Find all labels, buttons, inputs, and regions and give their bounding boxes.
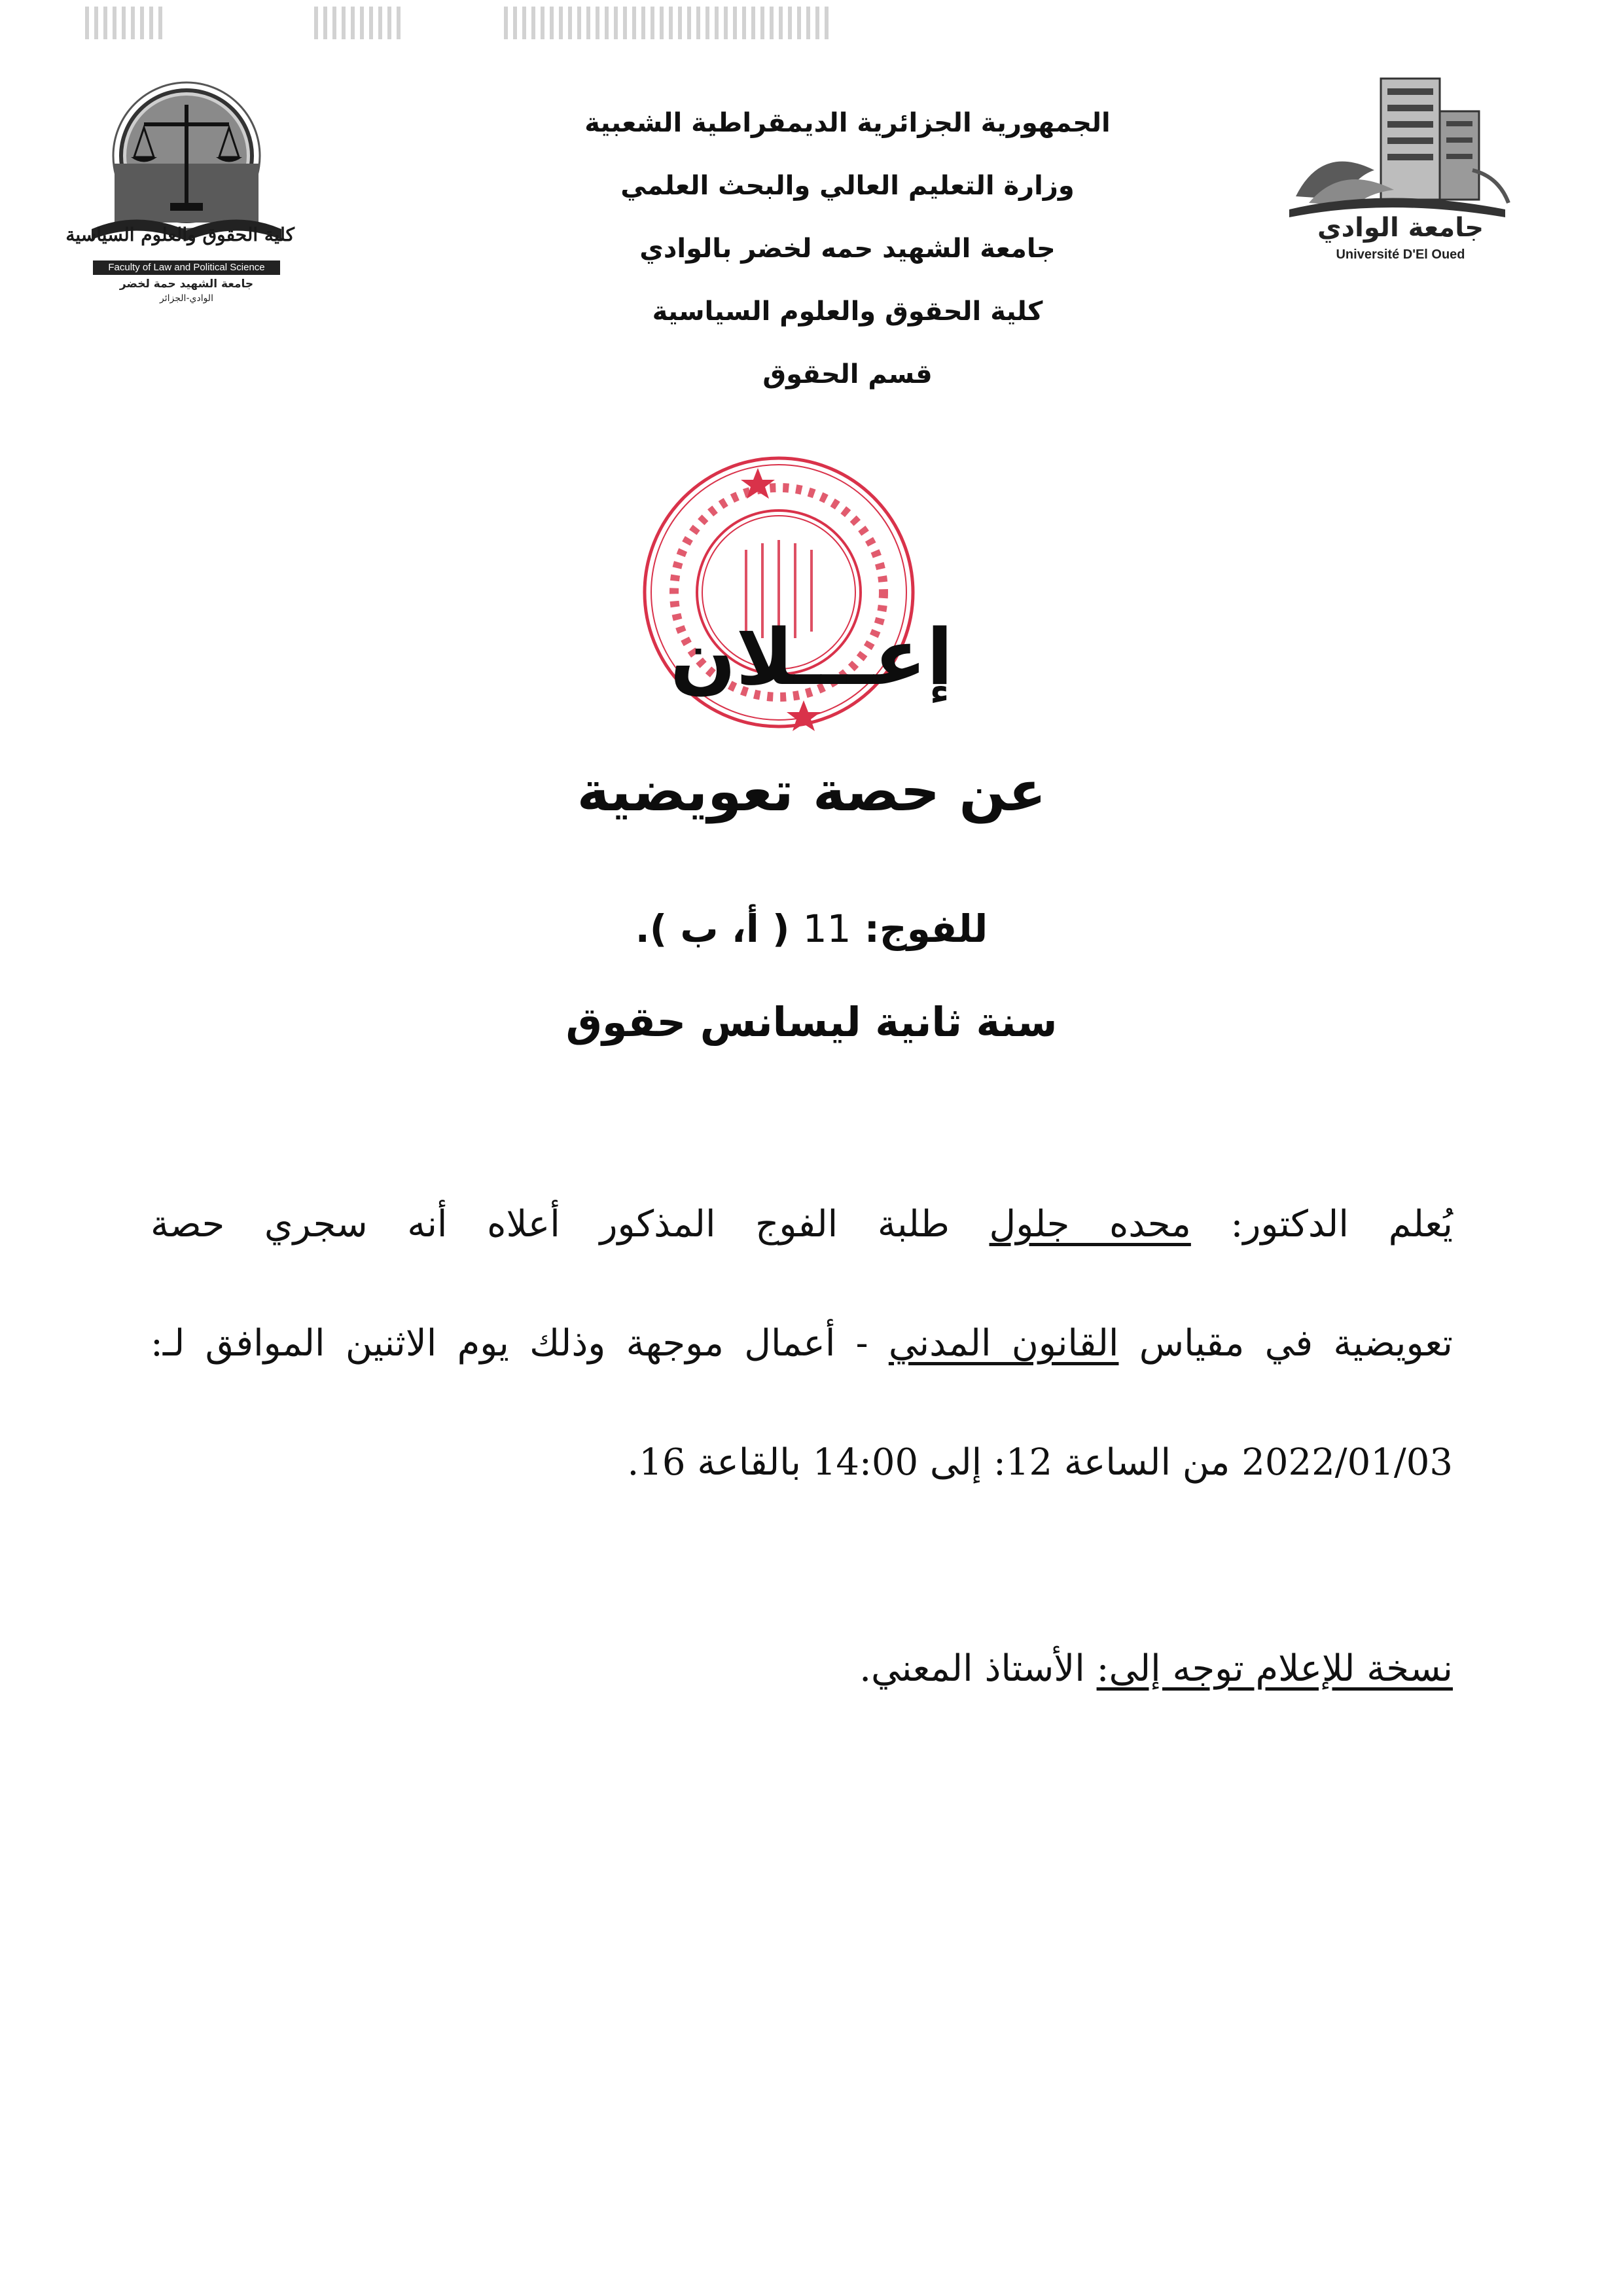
faculty-logo-city-line: الوادي-الجزائر — [160, 293, 213, 304]
body-line-3: 2022/01/03 من الساعة 12: إلى 14:00 بالقاعة 16. — [627, 1441, 1453, 1484]
announcement-subtitle: عن حصة تعويضية — [577, 759, 1046, 823]
announcement-body — [151, 1165, 1453, 1522]
faculty-logo-arabic-name: كلية الحقوق والعلوم السياسية — [65, 224, 294, 245]
faculty-logo-university-line: جامعة الشهيد حمة لخضر — [119, 278, 254, 291]
group-number: 11 — [802, 906, 851, 951]
copy-note-label: نسخة للإعلام توجه إلى: — [1096, 1647, 1453, 1690]
university-name: جامعة الشهيد حمه لخضر بالوادي — [639, 234, 1056, 264]
university-logo-french-name: Université D'El Oued — [1336, 247, 1465, 262]
institution-header — [458, 92, 1237, 406]
scan-smudge — [314, 7, 406, 39]
body-line-2: تعويضية في مقياس القانون المدني - أعمال موجهة وذلك يوم الاثنين الموافق لـ: — [151, 1322, 1453, 1365]
group-sections: ( أ، ب ). — [635, 906, 790, 951]
group-line — [0, 906, 1623, 951]
university-building-dome-icon — [1283, 72, 1518, 223]
body-line-1: يُعلم الدكتور: محده جلول طلبة الفوج المذكور أعلاه أنه سجري حصة — [151, 1203, 1453, 1246]
scan-smudge — [85, 7, 164, 39]
copy-note — [151, 1636, 1453, 1702]
announcement-title: إعـــلان — [669, 612, 954, 702]
faculty-name: كلية الحقوق والعلوم السياسية — [652, 296, 1043, 327]
university-logo-arabic-name: جامعة الوادي — [1317, 213, 1484, 243]
university-logo — [1283, 72, 1518, 275]
department-name: قسم الحقوق — [762, 359, 933, 389]
ministry-name: وزارة التعليم العالي والبحث العلمي — [620, 171, 1075, 201]
faculty-logo — [65, 79, 294, 327]
scan-smudge — [504, 7, 831, 39]
group-label: للفوج: — [864, 906, 988, 951]
copy-note-recipient: الأستاذ المعني. — [859, 1647, 1085, 1690]
subject-name: القانون المدني — [888, 1322, 1119, 1365]
faculty-logo-english-name: Faculty of Law and Political Science — [93, 260, 280, 275]
study-year: سنة ثانية ليسانس حقوق — [565, 998, 1058, 1046]
republic-name: الجمهورية الجزائرية الديمقراطية الشعبية — [584, 108, 1111, 138]
doctor-name: محده جلول — [989, 1203, 1191, 1246]
scales-of-justice-book-icon — [79, 79, 294, 242]
